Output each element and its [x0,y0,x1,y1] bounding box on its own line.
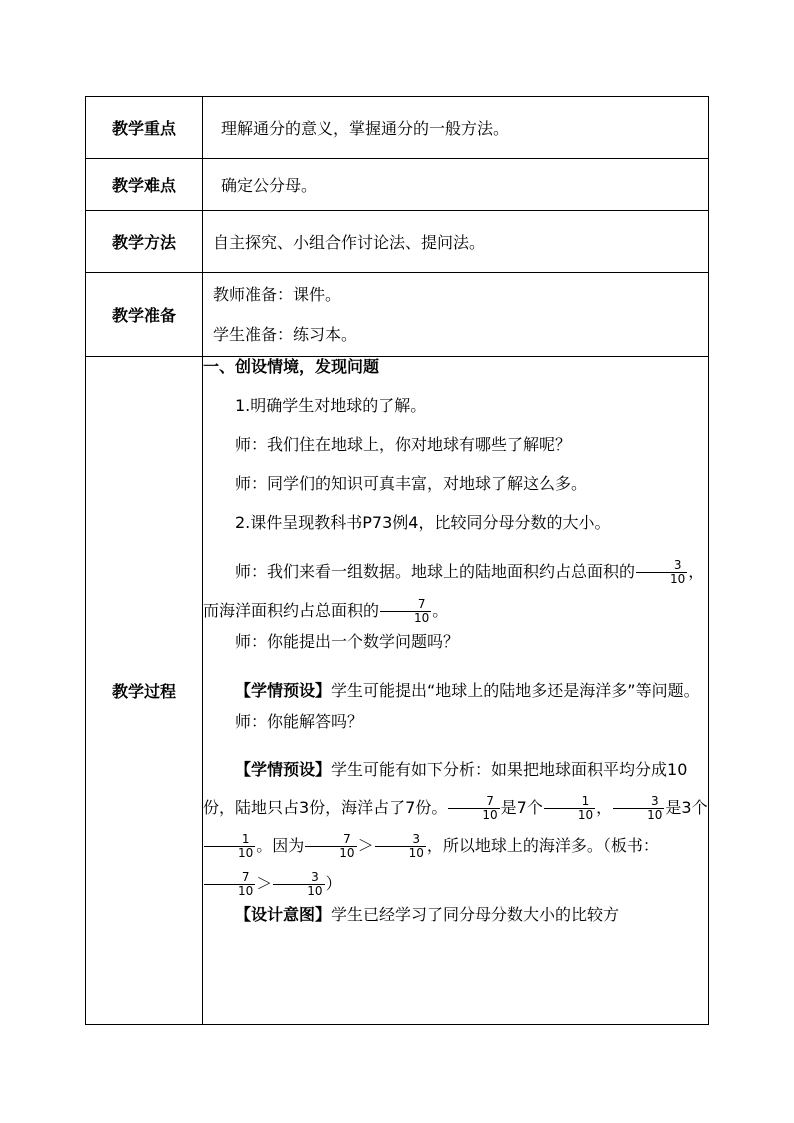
lesson-plan-table [85,96,709,1025]
label-difficulty: 教学难点 [86,159,203,211]
row-prep [86,273,709,357]
fraction-3-10: $\frac{3}{10}$ [636,559,687,586]
label-method: 教学方法 [86,211,203,273]
difficulty-text: 确定公分母。 [221,176,318,195]
fraction-7-10: $\frac{7}{10}$ [380,598,431,625]
para-9: 【学情预设】学生可能有如下分析：如果把地球面积平均分成10份，陆地只占3份，海洋占了7份。 $\frac{7}{10}$ 是7个 $\frac{1}{10}$ ， $\frac{3}{10}$ 是3个 $\frac{1}{10}$ 。因为 $\frac{7}{10}$ ＞ $\frac{3}{10}$ ，所以地球上的海洋多。（板书： $\frac{7}{10}$ ＞ $\frac{3}{10}$ ） [203,760,708,898]
focus-text: 理解通分的意义，掌握通分的一般方法。 [221,119,510,138]
row-process [86,357,709,1025]
para-2: 师：我们住在地球上，你对地球有哪些了解呢？ [235,435,572,454]
prep-teacher: 教师准备：课件。 [213,284,342,304]
tag-prediction-2: 【学情预设】 [235,760,332,779]
para-3: 师：同学们的知识可真丰富，对地球了解这么多。 [235,474,588,493]
para-1: 1.明确学生对地球的了解。 [235,396,427,415]
label-prep: 教学准备 [86,273,203,357]
para-4: 2.课件呈现教科书P73例4，比较同分母分数的大小。 [235,513,611,532]
prep-student: 学生准备：练习本。 [213,324,358,344]
para-6: 师：你能提出一个数学问题吗？ [235,632,460,651]
row-method [86,211,709,273]
tag-design-intent: 【设计意图】 [235,905,332,924]
label-process: 教学过程 [86,357,203,1025]
para-10: 【设计意图】学生已经学习了同分母分数大小的比较方 [235,905,620,924]
label-focus: 教学重点 [86,97,203,159]
row-difficulty [86,159,709,211]
section-heading: 一、创设情境，发现问题 [203,357,380,376]
method-text: 自主探究、小组合作讨论法、提问法。 [213,233,486,252]
para-5: 师：我们来看一组数据。地球上的陆地面积约占总面积的 $\frac{3}{10}$ ，而海洋面积约占总面积的 $\frac{7}{10}$ 。 [203,558,705,625]
para-7: 【学情预设】学生可能提出“地球上的陆地多还是海洋多”等问题。 [235,681,700,700]
row-focus [86,97,709,159]
tag-prediction-1: 【学情预设】 [235,681,332,700]
para-8: 师：你能解答吗？ [235,712,364,731]
process-content [203,357,709,1025]
